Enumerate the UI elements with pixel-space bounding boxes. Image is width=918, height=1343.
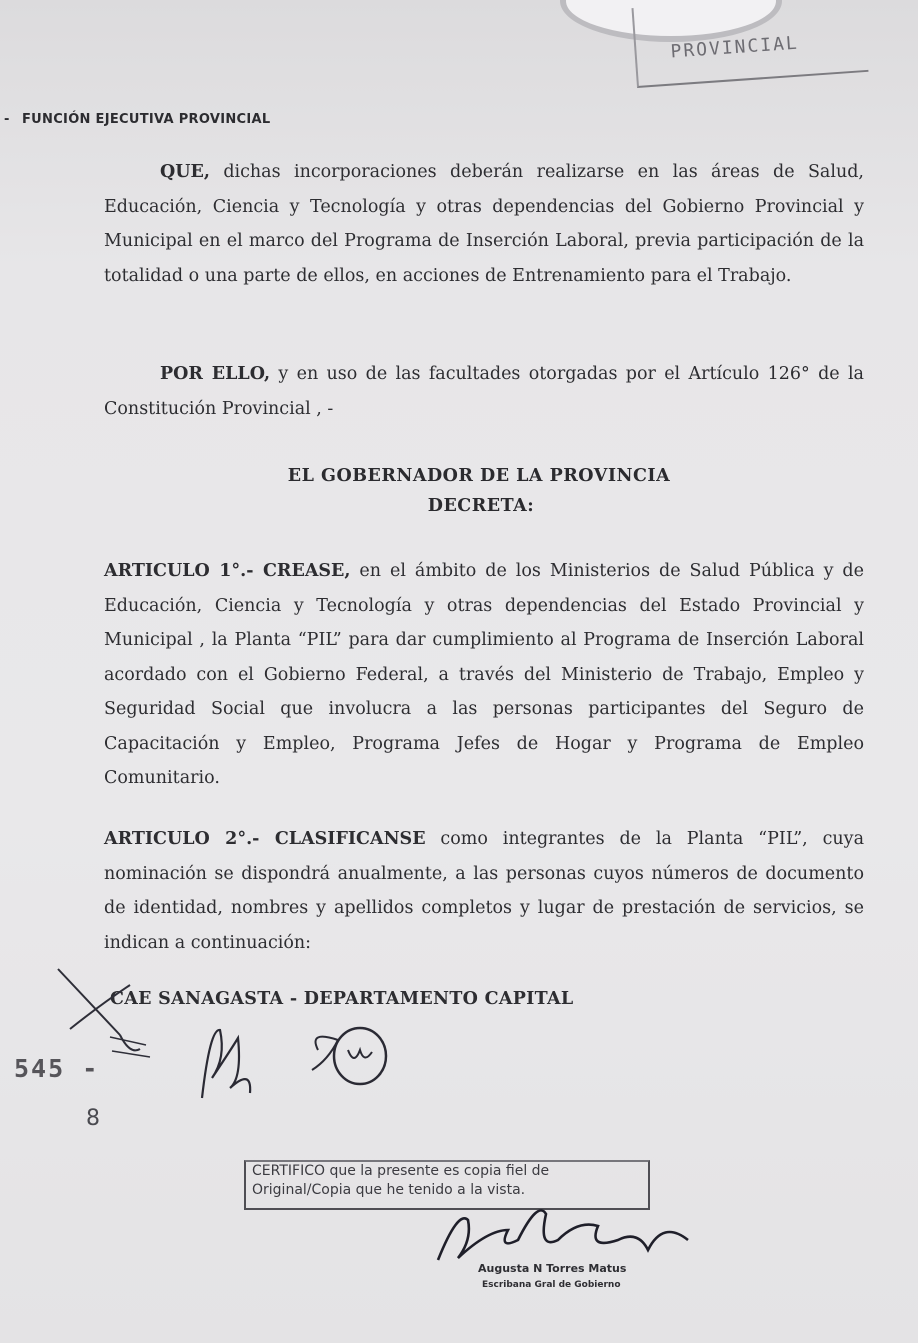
decree-title-line1: EL GOBERNADOR DE LA PROVINCIA xyxy=(287,466,671,486)
folio-number: 545 - xyxy=(14,1054,100,1083)
article-1 xyxy=(104,554,864,796)
institution-header: - FUNCIÓN EJECUTIVA PROVINCIAL xyxy=(22,112,270,127)
cert-line-1: CERTIFICO que la presente es copia fiel de xyxy=(252,1163,550,1179)
decree-title-line2: DECRETA: xyxy=(427,496,535,516)
article-2 xyxy=(104,822,864,960)
article-1-lead: ARTICULO 1°.- CREASE, xyxy=(104,561,351,581)
cross-mark-signature xyxy=(50,965,160,1085)
paragraph-por-ello-lead: POR ELLO, xyxy=(160,364,271,384)
paragraph-que xyxy=(104,155,864,293)
page-number: 8 xyxy=(86,1106,100,1131)
signer-name: Augusta N Torres Matus xyxy=(478,1262,627,1275)
article-2-text: como integrantes de la Planta “PIL”, cuya nominación se dispondrá anualmente, a las personas cuyos números de documento de identidad, nombres y apellidos completos y lugar de prestación de servicios, se indican a continuación: xyxy=(104,829,864,953)
paragraph-por-ello-text: y en uso de las facultades otorgadas por el Artículo 126° de la Constitución Provincial , - xyxy=(104,364,864,419)
top-stamp-text: PROVINCIAL xyxy=(669,32,800,63)
circular-initials-signature xyxy=(298,1010,398,1100)
signer-title: Escribana Gral de Gobierno xyxy=(482,1280,621,1290)
article-1-text: en el ámbito de los Ministerios de Salud Pública y de Educación, Ciencia y Tecnología y otras dependencias del Estado Provincial y Municipal , la Planta “PIL” para dar cumplimiento al Programa de Inserción Laboral acordado con el Gobierno Federal, a través del Ministerio de Trabajo, Empleo y Seguridad Social que involucra a las personas participantes del Seguro de Capacitación y Empleo, Programa Jefes de Hogar y Programa de Empleo Comunitario. xyxy=(104,561,864,788)
paragraph-que-text: dichas incorporaciones deberán realizarse en las áreas de Salud, Educación, Ciencia y Tecnología y otras dependencias del Gobierno Provincial y Municipal en el marco del Programa de Inserción Laboral, previa participación de la totalidad o una parte de ellos, en acciones de Entrenamiento para el Trabajo. xyxy=(104,162,864,286)
section-heading: CAE SANAGASTA - DEPARTAMENTO CAPITAL xyxy=(110,989,574,1009)
cert-line-2: Original/Copia que he tenido a la vista. xyxy=(252,1182,526,1198)
paragraph-que-lead: QUE, xyxy=(160,162,210,182)
top-stamp xyxy=(631,0,868,88)
article-2-lead: ARTICULO 2°.- CLASIFICANSE xyxy=(104,829,426,849)
paragraph-por-ello xyxy=(104,357,864,426)
folio-number-text: 545 xyxy=(14,1054,66,1083)
initials-signature xyxy=(192,1018,262,1108)
